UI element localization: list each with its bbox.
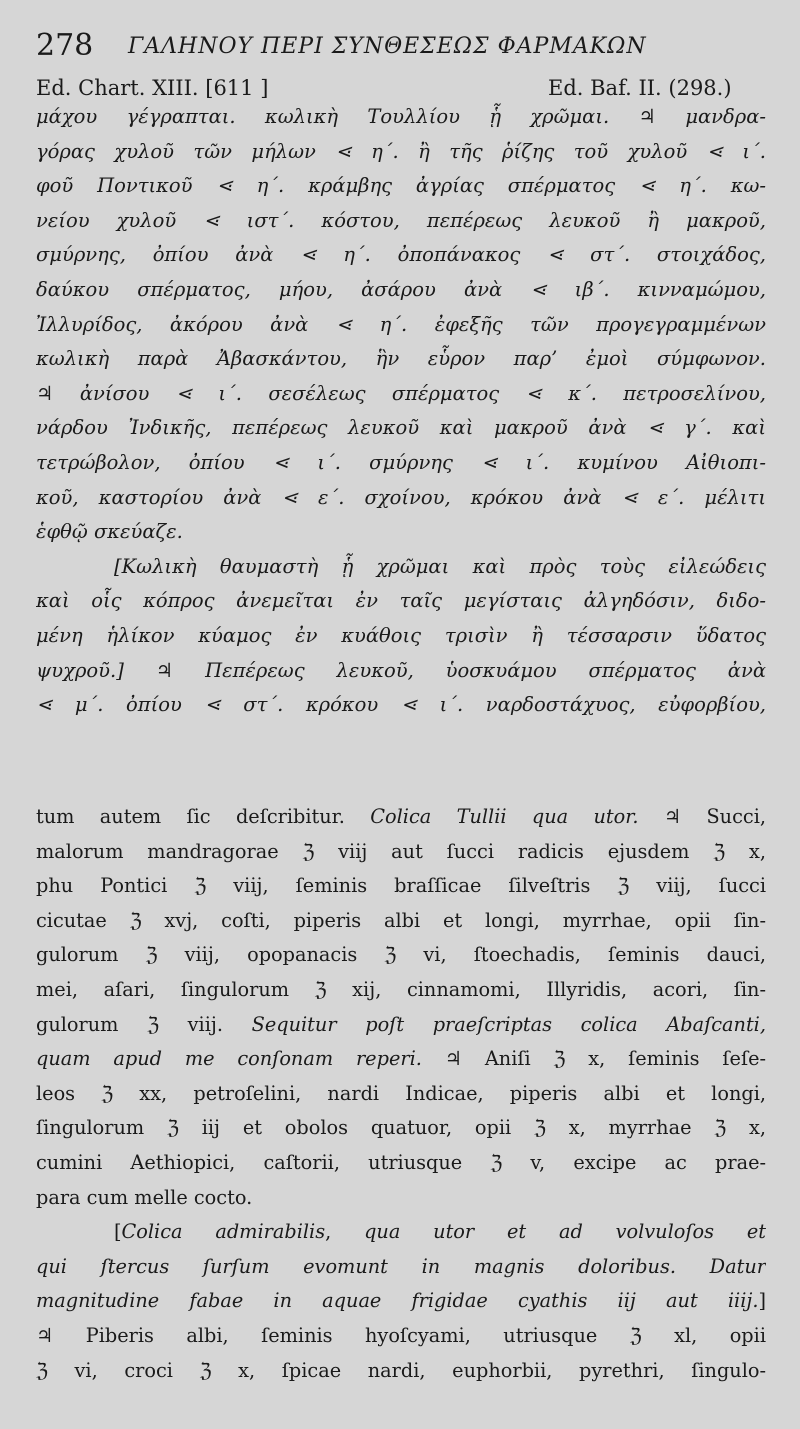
greek-line: τετρώβολον, ὀπίου ⋖ ι΄. σμύρνης ⋖ ι΄. κυμίνου Αἰθιοπι- — [36, 450, 766, 474]
latin-line: cumini Aethiopici, caſtorii, utriusque ℨ v, excipe ac prae- — [36, 1150, 766, 1174]
greek-line: καὶ οἷς κόπρος ἀνεμεῖται ἐν ταῖς μεγίσταις ἀλγηδόσιν, διδο- — [36, 589, 766, 613]
latin-line: ſingulorum ℨ iij et obolos quatuor, opii ℨ x, myrrhae ℨ x, — [36, 1116, 766, 1140]
page-header — [36, 28, 766, 68]
greek-line: κοῦ, καστορίου ἀνὰ ⋖ ε΄. σχοίνου, κρόκου ἀνὰ ⋖ ε΄. μέλιτι — [36, 485, 766, 509]
latin-line: mei, aſari, ſingulorum ℨ xij, cinnamomi, Illyridis, acori, ſin- — [36, 977, 766, 1001]
running-head: ΓΑΛΗΝΟΥ ΠΕΡΙ ΣΥΝΘΕΣΕΩΣ ΦΑΡΜΑΚΩΝ — [128, 34, 647, 59]
greek-line: μάχου γέγραπται. κωλικὴ Τουλλίου ᾗ χρῶμαι. ♃ μανδρα- — [36, 105, 766, 128]
latin-line: cicutae ℨ xvj, coſti, piperis albi et longi, myrrhae, opii ſin- — [36, 908, 766, 932]
latin-text-block — [36, 800, 766, 1388]
latin-line: quam apud me conſonam reperi. ♃ Aniſi ℨ x, ſeminis ſeſe- — [36, 1047, 766, 1071]
latin-line: [Colica admirabilis, qua utor et ad volvuloſos et — [114, 1220, 766, 1244]
greek-line: νάρδου Ἰνδικῆς, πεπέρεως λευκοῦ καὶ μακροῦ ἀνὰ ⋖ γ΄. καὶ — [36, 416, 766, 440]
latin-line: gulorum ℨ viij. Sequitur poſt praeſcriptas colica Abaſcanti, — [36, 1012, 766, 1036]
latin-line: leos ℨ xx, petroſelini, nardi Indicae, piperis albi et longi, — [36, 1081, 766, 1105]
latin-line: magnitudine fabae in aquae frigidae cyathis iij aut iiij.] — [36, 1289, 766, 1313]
page-number: 278 — [36, 28, 94, 63]
greek-line: σμύρνης, ὀπίου ἀνὰ ⋖ η΄. ὀποπάνακος ⋖ στ΄. στοιχάδος, — [36, 243, 766, 267]
latin-line: ℨ vi, croci ℨ x, ſpicae nardi, euphorbii, pyrethri, ſingulo- — [36, 1358, 766, 1382]
latin-line: para cum melle cocto. — [36, 1185, 253, 1209]
greek-line: φοῦ Ποντικοῦ ⋖ η΄. κράμβης ἀγρίας σπέρματος ⋖ η΄. κω- — [36, 174, 766, 198]
greek-line: κωλικὴ παρὰ Ἀβασκάντου, ἣν εὗρον παρ’ ἐμοὶ σύμφωνον. — [36, 347, 766, 371]
greek-text-block — [36, 100, 766, 723]
greek-line: Ἰλλυρίδος, ἀκόρου ἀνὰ ⋖ η΄. ἐφεξῆς τῶν προγεγραμμένων — [36, 312, 766, 336]
latin-line: qui ſtercus ſurſum evomunt in magnis doloribus. Datur — [36, 1254, 766, 1278]
greek-line: μένη ἡλίκον κύαμος ἐν κυάθοις τρισὶν ἢ τέσσαρσιν ὕδατος — [36, 623, 766, 647]
greek-line: ♃ ἀνίσου ⋖ ι΄. σεσέλεως σπέρματος ⋖ κ΄. πετροσελίνου, — [36, 381, 766, 405]
latin-line: phu Pontici ℨ viij, ſeminis braſſicae ſilveſtris ℨ viij, ſucci — [36, 874, 766, 898]
greek-line: ἑφθῷ σκεύαζε. — [36, 520, 183, 544]
greek-line: νείου χυλοῦ ⋖ ιστ΄. κόστου, πεπέρεως λευκοῦ ἢ μακροῦ, — [36, 208, 766, 232]
greek-line: ψυχροῦ.] ♃ Πεπέρεως λευκοῦ, ὑοσκυάμου σπέρματος ἀνὰ — [36, 658, 766, 682]
greek-line: δαύκου σπέρματος, μήου, ἀσάρου ἀνὰ ⋖ ιβ΄. κινναμώμου, — [36, 277, 766, 301]
latin-line: tum autem ſic deſcribitur. Colica Tullii qua utor. ♃ Succi, — [36, 805, 766, 828]
latin-line: gulorum ℨ viij, opopanacis ℨ vi, ſtoechadis, ſeminis dauci, — [36, 943, 766, 967]
greek-line: γόρας χυλοῦ τῶν μήλων ⋖ η΄. ἢ τῆς ῥίζης τοῦ χυλοῦ ⋖ ι΄. — [36, 139, 766, 163]
latin-line: malorum mandragorae ℨ viij aut ſucci radicis ejusdem ℨ x, — [36, 839, 766, 863]
latin-line: ♃ Piberis albi, ſeminis hyoſcyami, utriusque ℨ xl, opii — [36, 1323, 766, 1347]
edition-reference-right: Ed. Baf. II. (298.) — [548, 76, 732, 100]
edition-reference-left: Ed. Chart. XIII. [611 ] — [36, 76, 269, 100]
greek-line: ⋖ μ΄. ὀπίου ⋖ στ΄. κρόκου ⋖ ι΄. ναρδοστάχυος, εὐφορβίου, — [36, 693, 766, 717]
greek-line: [Κωλικὴ θαυμαστὴ ᾗ χρῶμαι καὶ πρὸς τοὺς εἰλεώδεις — [114, 554, 766, 578]
